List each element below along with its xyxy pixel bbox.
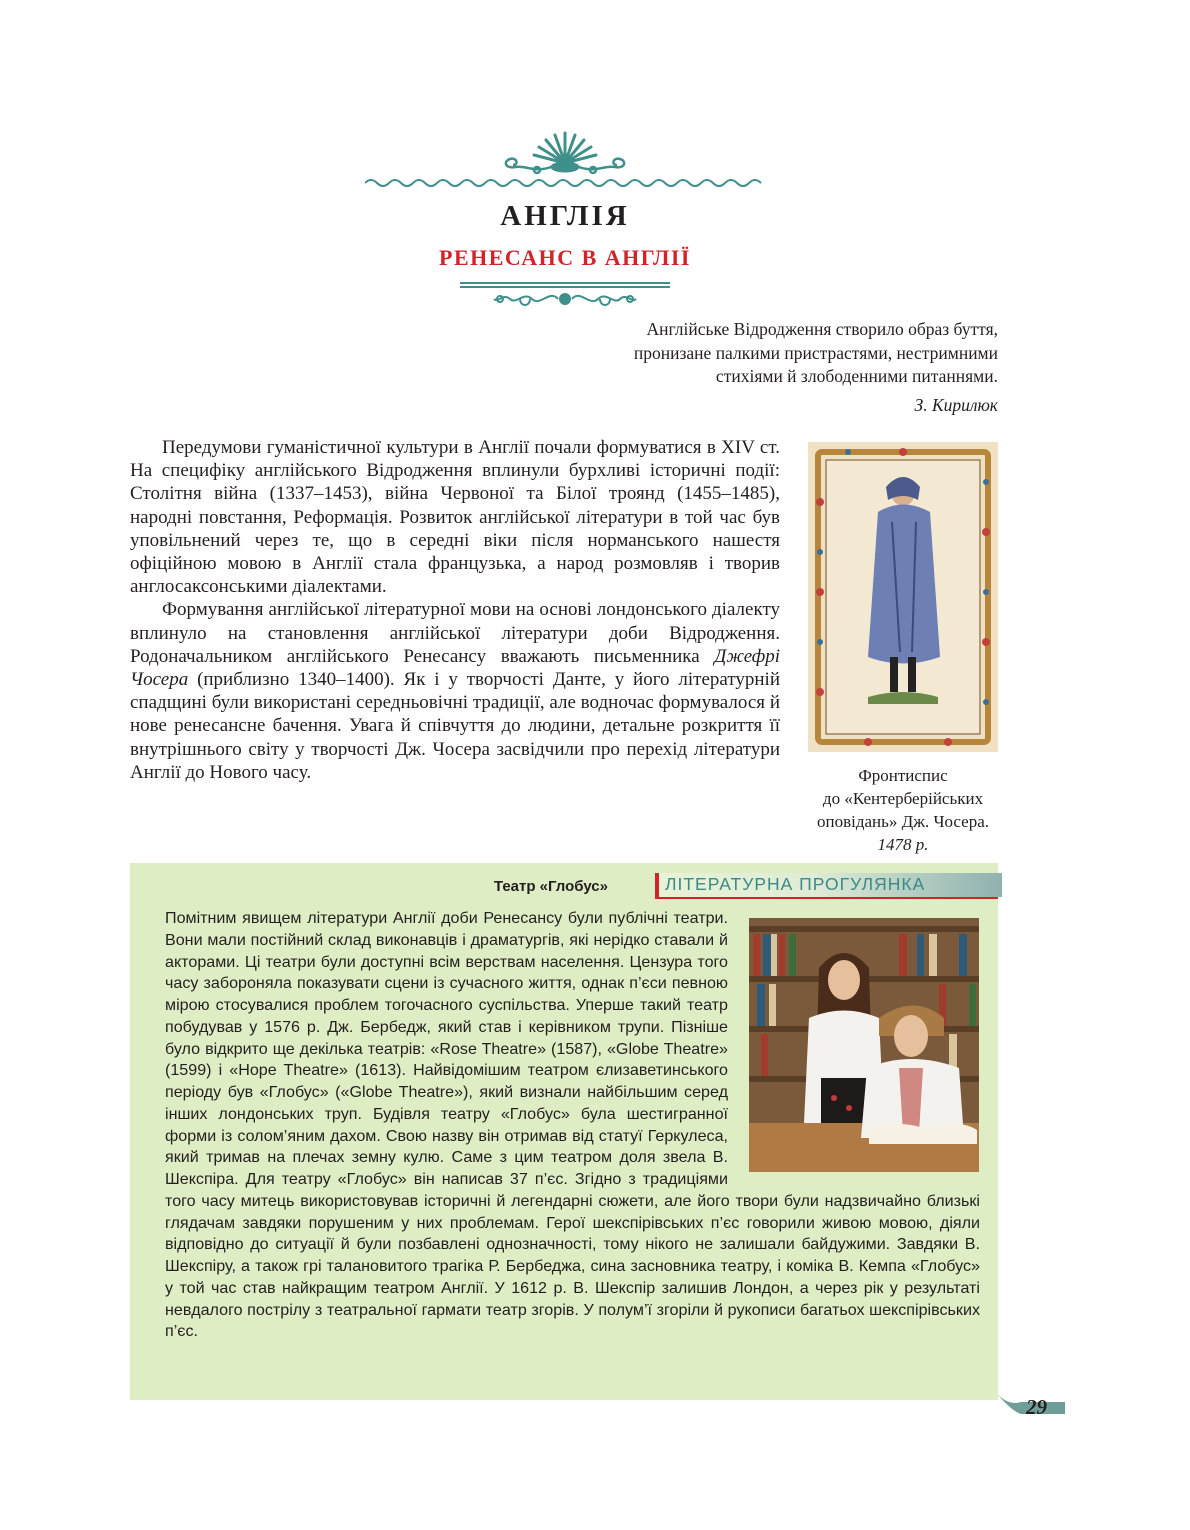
- bottom-ornament: [460, 275, 670, 315]
- paragraph: Передумови гуманістичної культури в Англії почали формуватися в XIV ст. На специфіку англійського Відродження вплинули бурхливі історичні події: Столітня війна (1337–1453), війна Червоної та Білої троянд (1455–1485), народні повстання, Реформація. Розвиток англійської літератури в той час був уповільнений через те, що в середні віки після норманського нашестя офіційною мовою в Англії стала французька, а народ розмовляв і творив англосаксонськими діалектами.: [130, 437, 780, 598]
- main-text: [130, 436, 780, 784]
- rubric-label: ЛІТЕРАТУРНА ПРОГУЛЯНКА: [665, 874, 926, 894]
- epigraph-line: пронизане палкими пристрастями, нестримними: [633, 342, 998, 363]
- photo-space: [728, 908, 980, 1180]
- epigraph-author: З. Кирилюк: [914, 395, 998, 415]
- page-number: 29: [1026, 1395, 1047, 1419]
- chapter-title: АНГЛІЯ: [500, 200, 630, 232]
- epigraph-line: стихіями й злободенними питаннями.: [715, 366, 998, 386]
- box-paragraph: Помітним явищем літератури Англії доби Ренесансу були публічні театри. Вони мали постійний склад виконавців і драматургів, які нерідко ставали й акторами. Ці театри були доступні всім верствам населення. Цензура того часу забороняла показувати сцени із сучасного життя, однак п’єси певною мірою стосувалися проблем тогочасного суспільства. Уперше такий театр побудував у 1576 р. Дж. Бербедж, який став і керівником трупи. Пізніше було відкрито ще декілька театрів: «Rose Theatre» (1587), «Globe Theatre» (1599) і «Hope Theatre» (1613). Найвідомішим театром єлизаветинського періоду був «Глобус» («Globe Theatre»), який визнали найбільшим серед інших лондонських труп. Будівля театру «Глобус» була шестигранної форми із солом’яним дахом. Свою назву він отримав від статуї Геркулеса, який тримав на плечах земну кулю. Саме з цим театром доля звела В. Шекспіра. Для театру «Глобус» він написав 37 п’єс. Згідно з традиціями того часу митець використовував історичні й легендарні сюжети, але його твори були надзвичайно близькі глядачам завдяки порушеним у них проблемам. Герої шекспірівських п’єс говорили живою мовою, діяли відповідно до ситуації й були позбавлені однозначності, тому нікого не залишали байдужими. Завдяки В. Шекспіру, а також грі талановитого трагіка Р. Бербеджа, сина засновника театру, і коміка В. Кемпа «Глобус» у той час став найкращим театром Англії. У 1612 р. В. Шекспір залишив Лондон, а через рік у результаті невдалого пострілу з театральної гармати театр згорів. У полум’ї згоріли й рукописи багатьох шекспірівських п’єс.: [165, 909, 980, 1341]
- figure-caption: Фронтиспис до «Кентерберійських оповідань» Дж. Чосера. 1478 р.: [800, 764, 1006, 856]
- top-ornament: [365, 125, 765, 195]
- rubric-underline: [655, 897, 998, 899]
- author-name: Джефрі Чосера: [130, 645, 780, 691]
- epigraph: [540, 318, 998, 389]
- section-title: РЕНЕСАНС В АНГЛІЇ: [439, 245, 691, 270]
- box-text: [165, 908, 980, 1343]
- figure-year: 1478 р.: [877, 835, 929, 854]
- epigraph-line: Англійське Відродження створило образ буття,: [646, 319, 998, 339]
- frontispiece-illustration: [808, 442, 998, 752]
- paragraph: Формування англійської літературної мови на основі лондонського діалекту вплинуло на становлення англійської літератури доби Відродження. Родоначальником англійського Ренесансу вважають письменника Джефрі Чосера (приблизно 1340–1400). Як і у творчості Данте, у його літературній спадщині були використані середньовічні традиції, але водночас формувалося й нове ренесансне бачення. Увага й співчуття до людини, детальне розкриття її внутрішнього світу у творчості Дж. Чосера засвідчили про перехід літератури Англії до Нового часу.: [130, 599, 780, 783]
- box-title: Театр «Глобус»: [493, 878, 608, 895]
